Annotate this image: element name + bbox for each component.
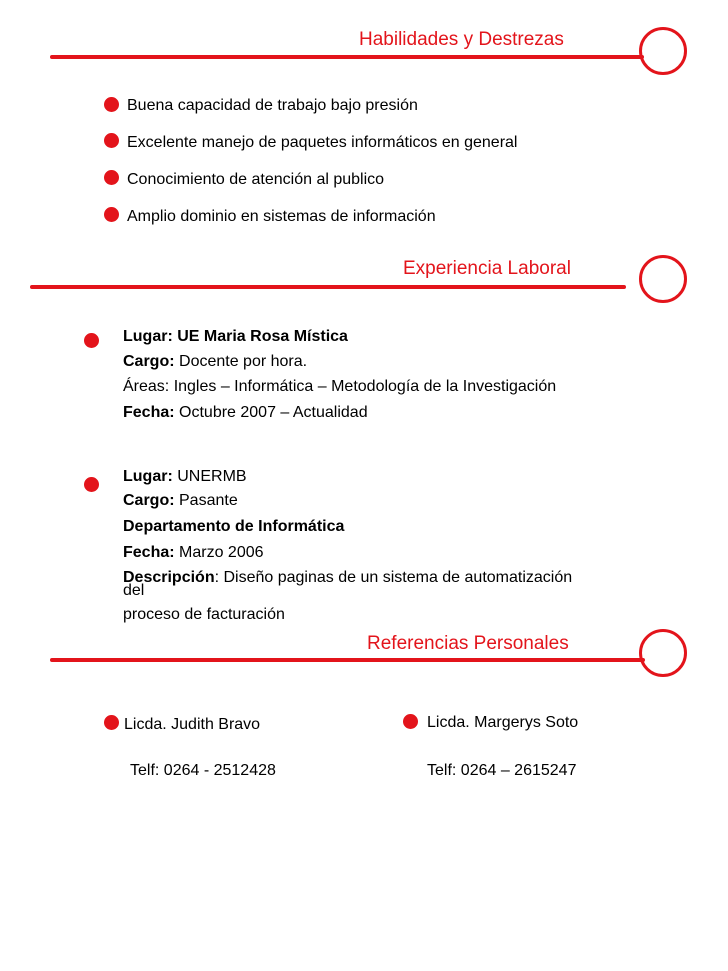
job2-cargo-value: Pasante (174, 492, 238, 509)
job2-departamento: Departamento de Informática (123, 518, 345, 535)
job1-cargo-label: Cargo: (123, 353, 175, 370)
experience-divider (30, 285, 626, 289)
ref2-name: Licda. Margerys Soto (427, 714, 579, 731)
job1-fecha (123, 404, 368, 422)
experience-ring-icon (639, 255, 687, 303)
job2-lugar (123, 468, 247, 486)
job2-descripcion (123, 569, 572, 587)
bullet-icon (104, 715, 119, 730)
job2-cargo (123, 492, 238, 510)
ref1-phone: Telf: 0264 - 2512428 (130, 762, 276, 779)
job1-lugar: Lugar: UE Maria Rosa Mística (123, 328, 348, 345)
job1-areas: Áreas: Ingles – Informática – Metodología de la Investigación (123, 378, 557, 395)
skill-item: Buena capacidad de trabajo bajo presión (127, 97, 418, 114)
job2-desc-value: : Diseño paginas de un sistema de automatización (214, 569, 573, 586)
bullet-icon (104, 133, 119, 148)
bullet-icon (104, 170, 119, 185)
skill-item: Excelente manejo de paquetes informáticos en general (127, 134, 518, 151)
skills-title: Habilidades y Destrezas (359, 29, 564, 50)
job1-cargo-value: Docente por hora. (174, 353, 308, 370)
bullet-icon (104, 97, 119, 112)
bullet-icon (84, 333, 99, 348)
job1-fecha-label: Fecha: (123, 404, 175, 421)
job2-lugar-value: UNERMB (172, 468, 247, 485)
experience-title: Experiencia Laboral (403, 258, 571, 279)
skill-item: Amplio dominio en sistemas de información (127, 208, 436, 225)
ref1-name: Licda. Judith Bravo (124, 716, 261, 733)
bullet-icon (104, 207, 119, 222)
references-divider (50, 658, 645, 662)
job2-desc-line3: proceso de facturación (123, 606, 285, 623)
job1-cargo (123, 353, 307, 371)
skills-ring-icon (639, 27, 687, 75)
references-ring-icon (639, 629, 687, 677)
skill-item: Conocimiento de atención al publico (127, 171, 385, 188)
job2-desc-label: Descripción (123, 569, 215, 586)
job1-fecha-value: Octubre 2007 – Actualidad (174, 404, 368, 421)
references-title: Referencias Personales (367, 633, 569, 654)
job2-fecha-label: Fecha: (123, 544, 175, 561)
skills-divider (50, 55, 644, 59)
bullet-icon (84, 477, 99, 492)
bullet-icon (403, 714, 418, 729)
job2-lugar-label: Lugar: (123, 468, 173, 485)
job2-cargo-label: Cargo: (123, 492, 175, 509)
job2-fecha-value: Marzo 2006 (174, 544, 264, 561)
job2-desc-line2: del (123, 582, 145, 599)
job2-fecha (123, 544, 264, 562)
ref2-phone: Telf: 0264 – 2615247 (427, 762, 577, 779)
